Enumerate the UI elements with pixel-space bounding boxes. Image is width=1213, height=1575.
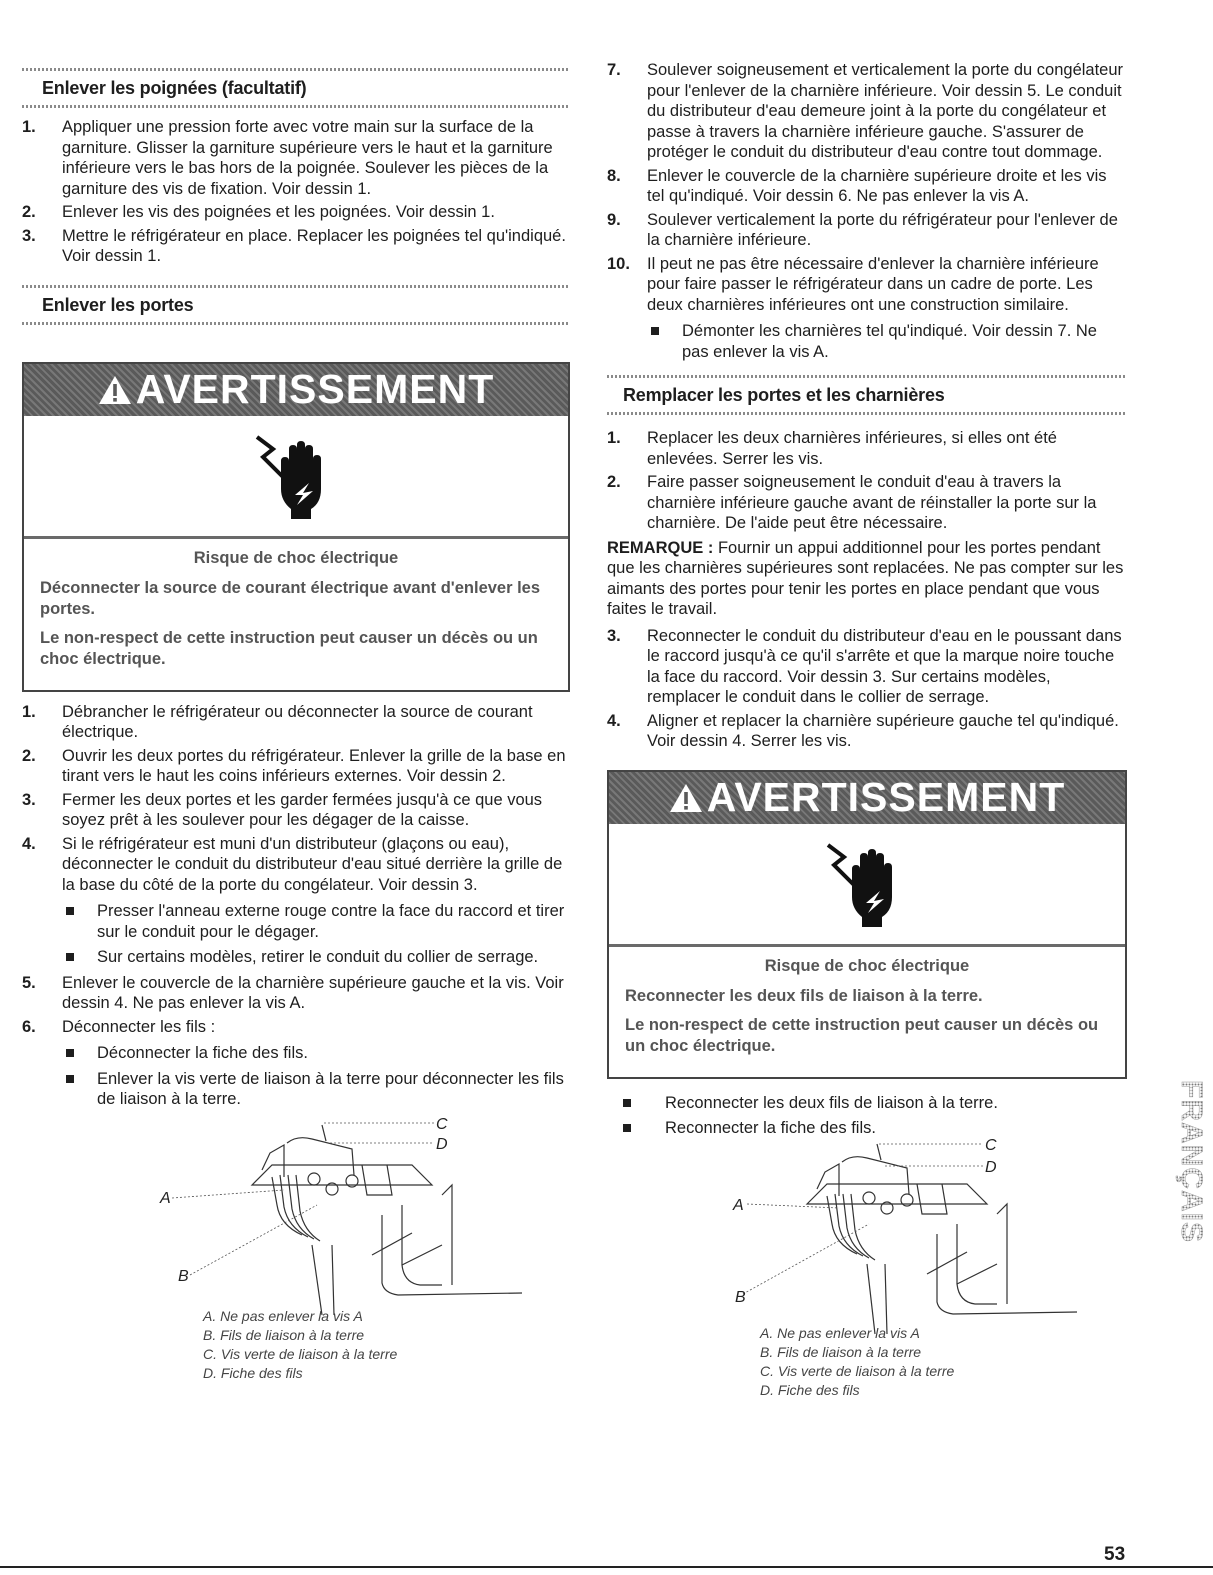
step-text: Soulever soigneusement et verticalement la porte du congélateur pour l'enlever de la charnière inférieure. Voir dessin 5. Le conduit du distributeur d'eau demeure joint à la porte du congélateur et passe à travers la charnière inférieure gauche. S'assurer de protéger le conduit du distributeur d'eau contre tout dommage. (647, 61, 1124, 161)
step-number: 9. (607, 210, 621, 229)
step (607, 472, 1127, 534)
step (22, 202, 570, 223)
step-text: Enlever le couvercle de la charnière supérieure gauche et la vis. Voir dessin 4. Ne pas enlever la vis A. (62, 973, 564, 1012)
bullet-item (62, 1069, 570, 1110)
warning-box (22, 362, 570, 692)
language-side-tab (1160, 1080, 1208, 1345)
warning-text (609, 947, 1125, 1077)
step-number: 3. (607, 626, 621, 645)
dotted-rule (607, 412, 1127, 415)
handles-steps (22, 117, 570, 267)
caption-line: A. Ne pas enlever la vis A (203, 1307, 363, 1324)
warning-icon-area (24, 416, 568, 539)
bullet-square-icon (66, 907, 74, 915)
warning-text (24, 539, 568, 690)
step (607, 254, 1127, 363)
step (607, 711, 1127, 752)
figure-caption-left (203, 1307, 570, 1383)
figure-label-b: B (735, 1288, 746, 1306)
bullet-item (607, 1118, 1127, 1139)
page-number: 53 (1104, 1544, 1126, 1565)
figure-label-a: A (733, 1196, 744, 1214)
step-text: Faire passer soigneusement le conduit d'eau à travers la charnière inférieure gauche avant de réinstaller la porte sur la charnière. De l'aide peut être nécessaire. (647, 473, 1097, 532)
step-text: Appliquer une pression forte avec votre main sur la surface de la garniture. Glisser la garniture supérieure vers le haut et la garniture inférieure vers le bas hors de la poignée. Soulever les pièces de la garniture des vis de fixation. Voir dessin 1. (62, 118, 553, 198)
bullet-item (62, 1043, 570, 1064)
step-text: Si le réfrigérateur est muni d'un distributeur (glaçons ou eau), déconnecter le conduit du distributeur d'eau situé derrière la grille de la base du côté de la porte du congélateur. Voir dessin 3. (62, 834, 563, 894)
step-number: 5. (22, 973, 36, 992)
note-paragraph (607, 538, 1127, 620)
step-number: 7. (607, 61, 621, 79)
step-text: Aligner et replacer la charnière supérieure gauche tel qu'indiqué. Voir dessin 4. Serrer les vis. (647, 711, 1119, 750)
step-number: 1. (22, 118, 36, 136)
dotted-rule (22, 68, 570, 71)
caption-line: C. Vis verte de liaison à la terre (760, 1362, 955, 1379)
caption-line: B. Fils de liaison à la terre (203, 1326, 365, 1343)
step-text: Ouvrir les deux portes du réfrigérateur. Enlever la grille de la base en tirant vers le haut les coins inférieurs externes. Voir dessin 2. (62, 746, 566, 785)
step (22, 1017, 570, 1110)
caption-line: A. Ne pas enlever la vis A (760, 1324, 920, 1341)
warning-line-1: Déconnecter la source de courant électrique avant d'enlever les portes. (40, 578, 541, 618)
bullet-text: Déconnecter la fiche des fils. (97, 1044, 308, 1062)
section-header-handles (22, 60, 570, 117)
hinge-wiring-illustration (607, 1136, 1127, 1334)
warning-line-2: Le non-respect de cette instruction peut causer un décès ou un choc électrique. (40, 628, 538, 668)
step-number: 4. (607, 711, 621, 730)
bullet-text: Démonter les charnières tel qu'indiqué. Voir dessin 7. Ne pas enlever la vis A. (682, 322, 1097, 361)
caption-line: C. Vis verte de liaison à la terre (203, 1345, 398, 1362)
dotted-rule (22, 322, 570, 325)
step-number: 1. (22, 702, 36, 721)
step-10-bullets (647, 321, 1127, 362)
step-4-bullets (62, 901, 570, 968)
bullet-text: Enlever la vis verte de liaison à la terre pour déconnecter les fils de liaison à la terre. (97, 1069, 564, 1108)
bullet-item (647, 321, 1127, 362)
bullet-square-icon (623, 1099, 631, 1107)
warning-banner-title (98, 366, 495, 413)
replace-steps-continued (607, 626, 1127, 752)
caption-line: D. Fiche des fils (203, 1364, 303, 1381)
step (22, 702, 570, 743)
step-number: 2. (22, 203, 36, 221)
hinge-wiring-illustration (22, 1115, 570, 1315)
step-number: 3. (22, 226, 36, 245)
section-title-handles: Enlever les poignées (facultatif) (42, 78, 307, 98)
step-text: Enlever le couvercle de la charnière supérieure droite et les vis tel qu'indiqué. Voir dessin 6. Ne pas enlever la vis A. (647, 166, 1107, 205)
bullet-square-icon (66, 1075, 74, 1083)
bullet-item (607, 1093, 1127, 1114)
warning-banner-title (669, 774, 1066, 821)
bullet-text: Reconnecter les deux fils de liaison à la terre. (665, 1093, 998, 1112)
step (22, 973, 570, 1014)
step-text: Mettre le réfrigérateur en place. Replacer les poignées tel qu'indiqué. Voir dessin 1. (62, 226, 566, 265)
figure-label-b: B (178, 1267, 189, 1285)
bullet-item (62, 947, 570, 968)
warning-banner (24, 364, 568, 416)
bullet-square-icon (66, 1049, 74, 1057)
warning-banner-text: AVERTISSEMENT (706, 774, 1066, 820)
step (22, 746, 570, 787)
step-number: 4. (22, 834, 36, 853)
right-column (607, 60, 1127, 1400)
hinge-wiring-figure (22, 1115, 570, 1315)
section-title-replace: Remplacer les portes et les charnières (623, 385, 945, 405)
note-label: REMARQUE : (607, 538, 714, 557)
warning-line-2: Le non-respect de cette instruction peut causer un décès ou un choc électrique. (625, 1015, 1099, 1055)
warning-box (607, 770, 1127, 1079)
figure-label-d: D (985, 1158, 997, 1176)
section-header-doors (22, 277, 570, 334)
step-text: Enlever les vis des poignées et les poignées. Voir dessin 1. (62, 203, 495, 221)
step-text: Fermer les deux portes et les garder fermées jusqu'à ce que vous soyez prêt à les soulever pour les dégager de la caisse. (62, 790, 543, 829)
caption-line: D. Fiche des fils (760, 1381, 860, 1398)
step-number: 8. (607, 166, 621, 185)
warning-line-1: Reconnecter les deux fils de liaison à la terre. (625, 986, 983, 1005)
step-number: 1. (607, 429, 621, 447)
figure-caption-right (760, 1324, 1127, 1400)
dotted-rule (22, 285, 570, 288)
bullet-square-icon (623, 1124, 631, 1132)
figure-label-c: C (436, 1115, 448, 1133)
step-number: 3. (22, 790, 36, 809)
electric-shock-hand-icon (822, 839, 912, 929)
warning-title: Risque de choc électrique (193, 548, 399, 567)
step (22, 226, 570, 267)
warning-triangle-icon (669, 782, 703, 814)
step-number: 6. (22, 1017, 36, 1036)
step-text: Déconnecter les fils : (62, 1017, 216, 1036)
step-number: 10. (607, 254, 630, 273)
bullet-square-icon (651, 327, 659, 335)
section-title-doors: Enlever les portes (42, 294, 194, 315)
step (22, 117, 570, 199)
figure-label-c: C (985, 1136, 997, 1154)
bullet-square-icon (66, 953, 74, 961)
caption-line: B. Fils de liaison à la terre (760, 1343, 922, 1360)
step-number: 2. (607, 473, 621, 491)
warning-banner (609, 772, 1125, 824)
reconnect-bullets (607, 1093, 1127, 1139)
step-text: Débrancher le réfrigérateur ou déconnecter la source de courant électrique. (62, 702, 533, 741)
step-text: Replacer les deux charnières inférieures, si elles ont été enlevées. Serrer les vis. (647, 429, 1057, 468)
step-text: Soulever verticalement la porte du réfrigérateur pour l'enlever de la charnière inférieure. (647, 210, 1118, 249)
step (607, 626, 1127, 708)
bottom-rule (0, 1566, 1213, 1568)
step (607, 60, 1127, 163)
step-number: 2. (22, 746, 36, 765)
figure-label-a: A (160, 1189, 171, 1207)
step-text: Il peut ne pas être nécessaire d'enlever la charnière inférieure pour faire passer le réfrigérateur dans un cadre de porte. Les deux charnières inférieures ont une construction similaire. (647, 254, 1099, 314)
dotted-rule (607, 375, 1127, 378)
warning-triangle-icon (98, 374, 132, 406)
step (22, 790, 570, 831)
left-column (22, 60, 570, 1383)
doors-steps (22, 702, 570, 1110)
step (607, 166, 1127, 207)
step (607, 428, 1127, 469)
bullet-text: Sur certains modèles, retirer le conduit du collier de serrage. (97, 948, 539, 966)
figure-label-d: D (436, 1135, 448, 1153)
bullet-text: Reconnecter la fiche des fils. (665, 1119, 876, 1137)
bullet-item (62, 901, 570, 942)
electric-shock-hand-icon (251, 431, 341, 521)
language-side-tab-text: FRANÇAIS (1175, 1080, 1208, 1243)
replace-steps (607, 428, 1127, 534)
bullet-text: Presser l'anneau externe rouge contre la face du raccord et tirer sur le conduit pour le dégager. (97, 902, 565, 941)
step-text: Reconnecter le conduit du distributeur d'eau en le poussant dans le raccord jusqu'à ce qu'il s'arrête et que la marque noire touche la face du raccord. Voir dessin 3. Sur certains modèles, remplacer le conduit dans le collier de serrage. (647, 626, 1122, 706)
step (607, 210, 1127, 251)
warning-title: Risque de choc électrique (764, 956, 970, 975)
note-text: Fournir un appui additionnel pour les portes pendant que les charnières supérieures sont replacées. Ne pas compter sur les aimants des portes pour tenir les portes en place pendant que vous faites le travail. (607, 538, 1124, 618)
step (22, 834, 570, 968)
warning-banner-text: AVERTISSEMENT (135, 366, 495, 412)
doors-steps-continued (607, 60, 1127, 362)
hinge-wiring-figure (607, 1136, 1127, 1334)
dotted-rule (22, 105, 570, 108)
warning-icon-area (609, 824, 1125, 947)
step-6-bullets (62, 1043, 570, 1110)
section-header-replace (607, 367, 1127, 424)
